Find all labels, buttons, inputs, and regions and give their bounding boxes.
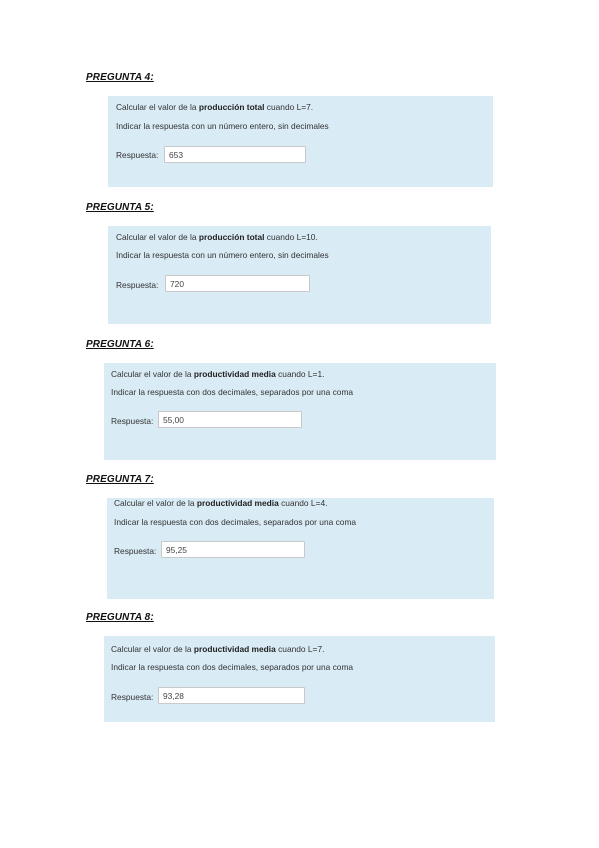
question-6-prompt: Calcular el valor de la productividad media cuando L=1.: [111, 369, 325, 379]
question-5-prompt: Calcular el valor de la producción total cuando L=10.: [116, 232, 318, 242]
question-7-answer-label: Respuesta:: [114, 546, 157, 556]
question-8-instruction: Indicar la respuesta con dos decimales, separados por una coma: [111, 662, 354, 672]
question-7-prompt: Calcular el valor de la productividad media cuando L=4.: [114, 498, 328, 508]
question-5-heading: PREGUNTA 5:: [86, 202, 154, 213]
question-4-answer-input[interactable]: 653: [164, 146, 306, 163]
question-4-answer-label: Respuesta:: [116, 150, 159, 160]
question-6-answer-label: Respuesta:: [111, 416, 154, 426]
question-4-instruction: Indicar la respuesta con un número entero, sin decimales: [116, 121, 329, 131]
question-6-heading: PREGUNTA 6:: [86, 339, 154, 350]
question-6-answer-input[interactable]: 55,00: [158, 411, 302, 428]
question-4-heading: PREGUNTA 4:: [86, 72, 154, 83]
question-8-answer-label: Respuesta:: [111, 692, 154, 702]
question-6-instruction: Indicar la respuesta con dos decimales, separados por una coma: [111, 387, 354, 397]
question-7-heading: PREGUNTA 7:: [86, 474, 154, 485]
question-5-answer-label: Respuesta:: [116, 280, 159, 290]
question-5-answer-input[interactable]: 720: [165, 275, 310, 292]
question-8-prompt: Calcular el valor de la productividad media cuando L=7.: [111, 644, 325, 654]
question-8-heading: PREGUNTA 8:: [86, 612, 154, 623]
question-8-box: [104, 636, 495, 722]
question-5-box: [108, 226, 491, 324]
question-4-prompt: Calcular el valor de la producción total cuando L=7.: [116, 102, 314, 112]
question-5-instruction: Indicar la respuesta con un número entero, sin decimales: [116, 250, 329, 260]
question-7-box: [107, 498, 494, 599]
question-7-instruction: Indicar la respuesta con dos decimales, separados por una coma: [114, 517, 357, 527]
question-7-answer-input[interactable]: 95,25: [161, 541, 305, 558]
question-8-answer-input[interactable]: 93,28: [158, 687, 305, 704]
question-4-box: [108, 96, 493, 187]
question-6-box: [104, 363, 496, 460]
